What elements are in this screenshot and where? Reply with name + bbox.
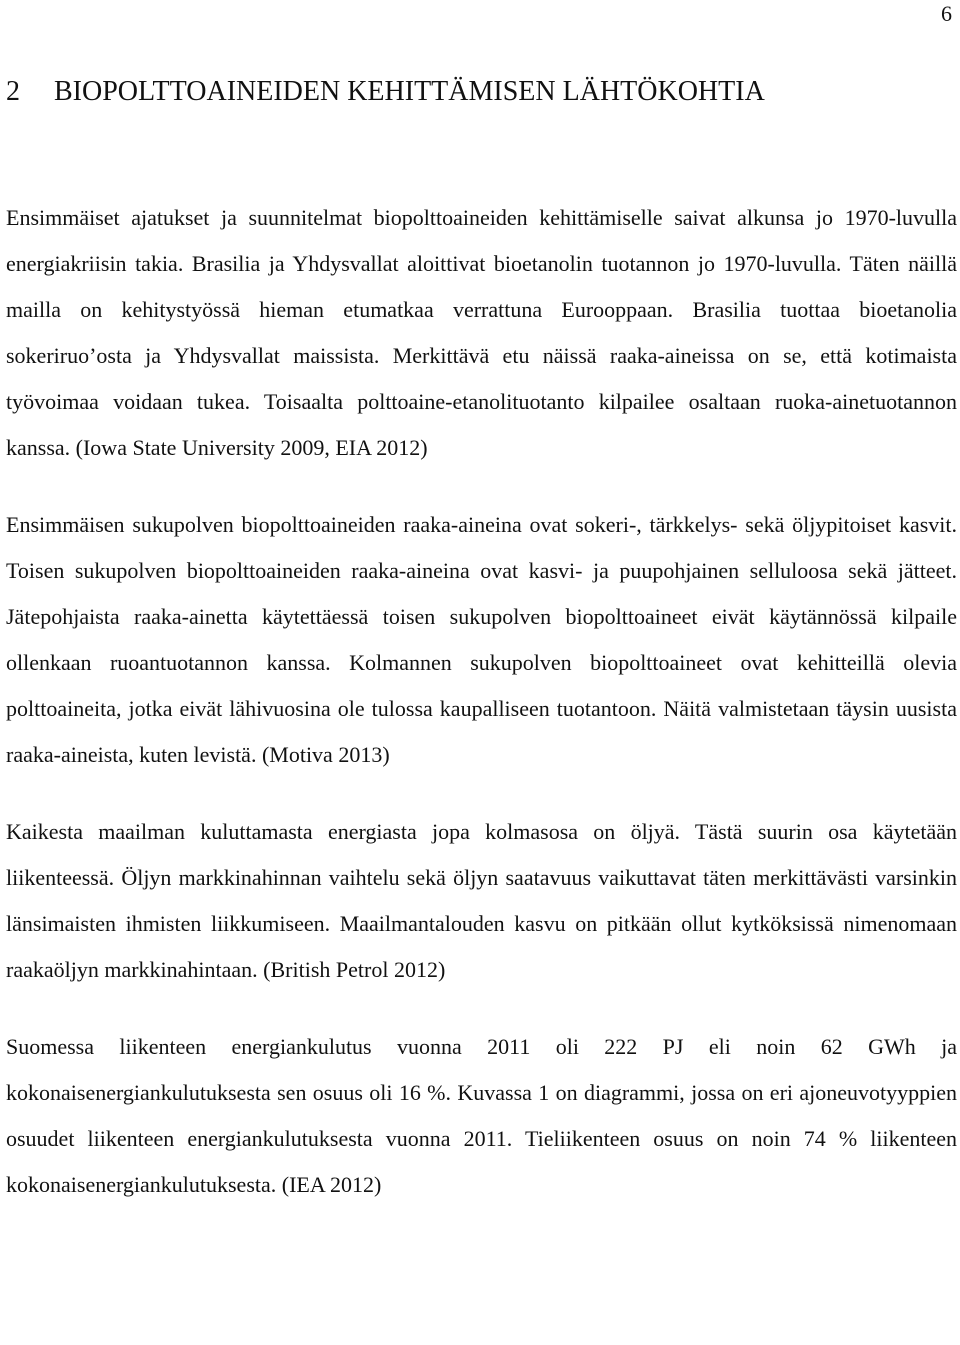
- paragraph-1: Ensimmäiset ajatukset ja suunnitelmat biopolttoaineiden kehittämiselle saivat alkunsa jo 1970-luvulla energiakriisin takia. Brasilia ja Yhdysvallat aloittivat bioetanolin tuotannon jo 1970-luvulla. Täten näillä mailla on kehitystyössä hieman etumatkaa verrattuna Eurooppaan. Brasilia tuottaa bioetanolia sokeriruo’osta ja Yhdysvallat maissista. Merkittävä etu näissä raaka-aineissa on se, että kotimaista työvoimaa voidaan tukea. Toisaalta polttoaine-etanolituotanto kilpailee osaltaan ruoka-ainetuotannon kanssa. (Iowa State University 2009, EIA 2012): [6, 205, 957, 460]
- chapter-heading: [6, 74, 765, 110]
- chapter-title: BIOPOLTTOAINEIDEN KEHITTÄMISEN LÄHTÖKOHTIA: [54, 76, 765, 107]
- paragraph-2: Ensimmäisen sukupolven biopolttoaineiden raaka-aineina ovat sokeri-, tärkkelys- sekä öljypitoiset kasvit. Toisen sukupolven biopolttoaineiden raaka-aineina ovat kasvi- ja puupohjainen selluloosa sekä jätteet. Jätepohjaista raaka-ainetta käytettäessä toisen sukupolven biopolttoaineet eivät käytännössä kilpaile ollenkaan ruoantuotannon kanssa. Kolmannen sukupolven biopolttoaineet ovat kehitteillä olevia polttoaineita, jotka eivät lähivuosina ole tulossa kaupalliseen tuotantoon. Näitä valmistetaan täysin uusista raaka-aineista, kuten levistä. (Motiva 2013): [6, 512, 957, 767]
- chapter-number: 2: [6, 76, 20, 107]
- paragraph-4: Suomessa liikenteen energiankulutus vuonna 2011 oli 222 PJ eli noin 62 GWh ja kokonaisenergiankulutuksesta sen osuus oli 16 %. Kuvassa 1 on diagrammi, jossa on eri ajoneuvotyyppien osuudet liikenteen energiankulutuksesta vuonna 2011. Tieliikenteen osuus on noin 74 % liikenteen kokonaisenergiankulutuksesta. (IEA 2012): [6, 1034, 957, 1197]
- body-text: [6, 195, 957, 1239]
- page-number: 6: [941, 1, 952, 26]
- paragraph-3: Kaikesta maailman kuluttamasta energiasta jopa kolmasosa on öljyä. Tästä suurin osa käytetään liikenteessä. Öljyn markkinahinnan vaihtelu sekä öljyn saatavuus vaikuttavat täten merkittävästi varsinkin länsimaisten ihmisten liikkumiseen. Maailmantalouden kasvu on pitkään ollut kytköksissä nimenomaan raakaöljyn markkinahintaan. (British Petrol 2012): [6, 819, 957, 982]
